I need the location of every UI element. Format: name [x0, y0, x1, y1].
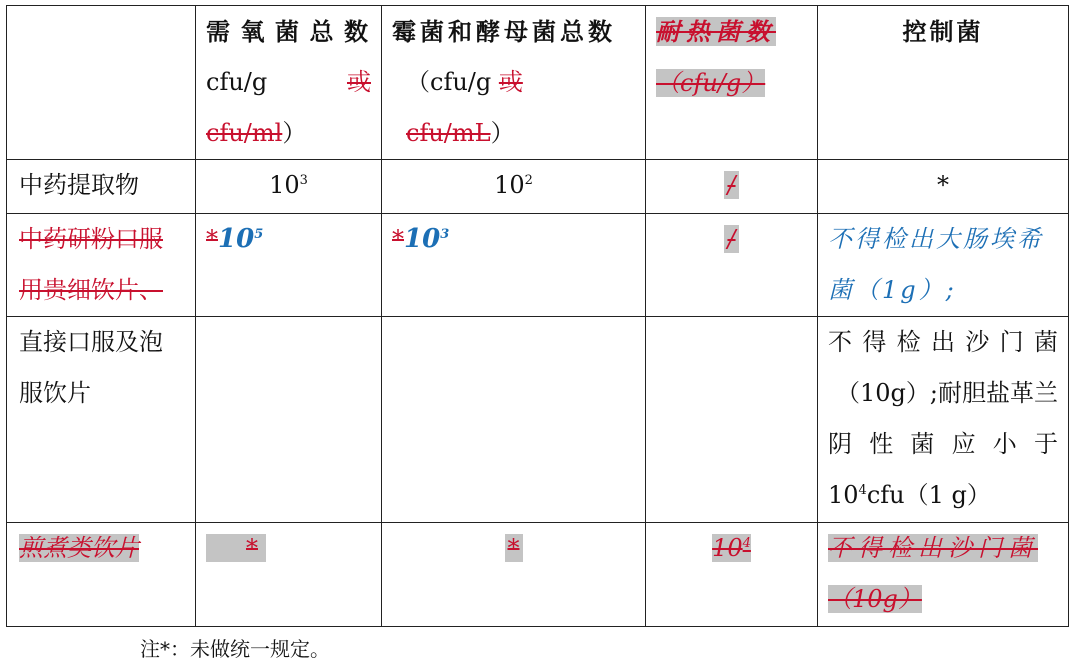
header-aerobic-title: 需氧菌总数 — [206, 17, 371, 46]
row4-mold-value: * — [505, 534, 523, 562]
row4-category-label: 煎煮类饮片 — [19, 534, 139, 562]
row3-aerobic — [196, 317, 382, 523]
row4-heat-base: 10 — [712, 534, 743, 562]
row3-control-line3: 阴性菌应小于 — [828, 430, 1058, 458]
row1-aerobic-exp: 3 — [299, 173, 308, 188]
microbial-limit-table — [6, 5, 1069, 627]
row4-heat-exp: 4 — [742, 536, 751, 551]
table-row — [7, 160, 1069, 214]
header-heat-title: 耐热菌数 — [656, 17, 776, 46]
header-aerobic-close: ） — [282, 119, 307, 147]
header-aerobic-count — [196, 6, 382, 160]
row1-heat-value: / — [724, 171, 738, 199]
header-blank-cell — [7, 6, 196, 160]
table-row — [7, 214, 1069, 317]
row2-heat — [646, 214, 818, 317]
row2-category-label: 中药研粉口服用贵细饮片、 — [19, 225, 163, 304]
row2-control-value: 不得检出大肠埃希菌（1g）; — [828, 225, 1044, 304]
row3-category-label: 直接口服及泡服饮片 — [19, 328, 163, 407]
footnote: 注*：未做统一规定。 — [140, 637, 330, 661]
row4-aerobic-value: * — [206, 534, 266, 562]
row3-control — [818, 317, 1069, 523]
row1-mold — [382, 160, 646, 214]
row3-control-exp: 4 — [858, 483, 867, 498]
row2-control — [818, 214, 1069, 317]
row4-control — [818, 523, 1069, 627]
header-aerobic-unit: cfu/g — [206, 68, 268, 96]
row2-mold-base: 10 — [404, 224, 441, 254]
row1-heat — [646, 160, 818, 214]
row2-heat-value: / — [724, 225, 738, 253]
header-heat-resistant-count — [646, 6, 818, 160]
header-mold-title: 霉菌和酵母菌总数 — [392, 17, 616, 46]
row1-aerobic — [196, 160, 382, 214]
row1-mold-base: 10 — [494, 171, 525, 199]
row2-aerobic — [196, 214, 382, 317]
row1-control-value: * — [937, 171, 949, 199]
row2-mold-deleted-prefix: * — [392, 225, 404, 253]
row1-aerobic-base: 10 — [269, 171, 300, 199]
row2-category — [7, 214, 196, 317]
row3-heat — [646, 317, 818, 523]
row3-control-line2: （10g）;耐胆盐革兰 — [836, 379, 1058, 407]
header-aerobic-deleted-unit: cfu/ml — [206, 119, 283, 147]
header-mold-close: ） — [490, 119, 515, 147]
header-control-bacteria — [818, 6, 1069, 160]
header-row — [7, 6, 1069, 160]
header-mold-unit: （cfu/g — [406, 68, 499, 96]
header-heat-unit: （cfu/g） — [656, 69, 766, 97]
row1-control — [818, 160, 1069, 214]
header-control-title: 控制菌 — [902, 17, 984, 46]
row1-category — [7, 160, 196, 214]
row3-control-line1: 不得检出沙门菌 — [828, 328, 1058, 356]
row2-aerobic-base: 10 — [218, 224, 255, 254]
row4-heat — [646, 523, 818, 627]
row1-mold-exp: 2 — [524, 173, 533, 188]
header-aerobic-deleted-or: 或 — [347, 68, 371, 96]
row4-control-line2: （10g） — [828, 585, 922, 613]
row2-mold-exp: 3 — [440, 227, 450, 242]
row1-category-label: 中药提取物 — [19, 171, 139, 199]
row3-mold — [382, 317, 646, 523]
table-row — [7, 317, 1069, 523]
header-mold-deleted-unit: 或 cfu/mL — [406, 68, 523, 147]
row4-mold — [382, 523, 646, 627]
row2-mold — [382, 214, 646, 317]
row2-aerobic-exp: 5 — [254, 227, 264, 242]
row4-category — [7, 523, 196, 627]
row3-category — [7, 317, 196, 523]
table-row — [7, 523, 1069, 627]
row4-control-line1: 不得检出沙门菌 — [828, 534, 1038, 562]
row4-aerobic — [196, 523, 382, 627]
row3-control-base: 10 — [828, 481, 859, 509]
row3-control-tail: cfu（1 g） — [866, 481, 991, 509]
row2-aerobic-deleted-prefix: * — [206, 225, 218, 253]
header-mold-yeast-count — [382, 6, 646, 160]
